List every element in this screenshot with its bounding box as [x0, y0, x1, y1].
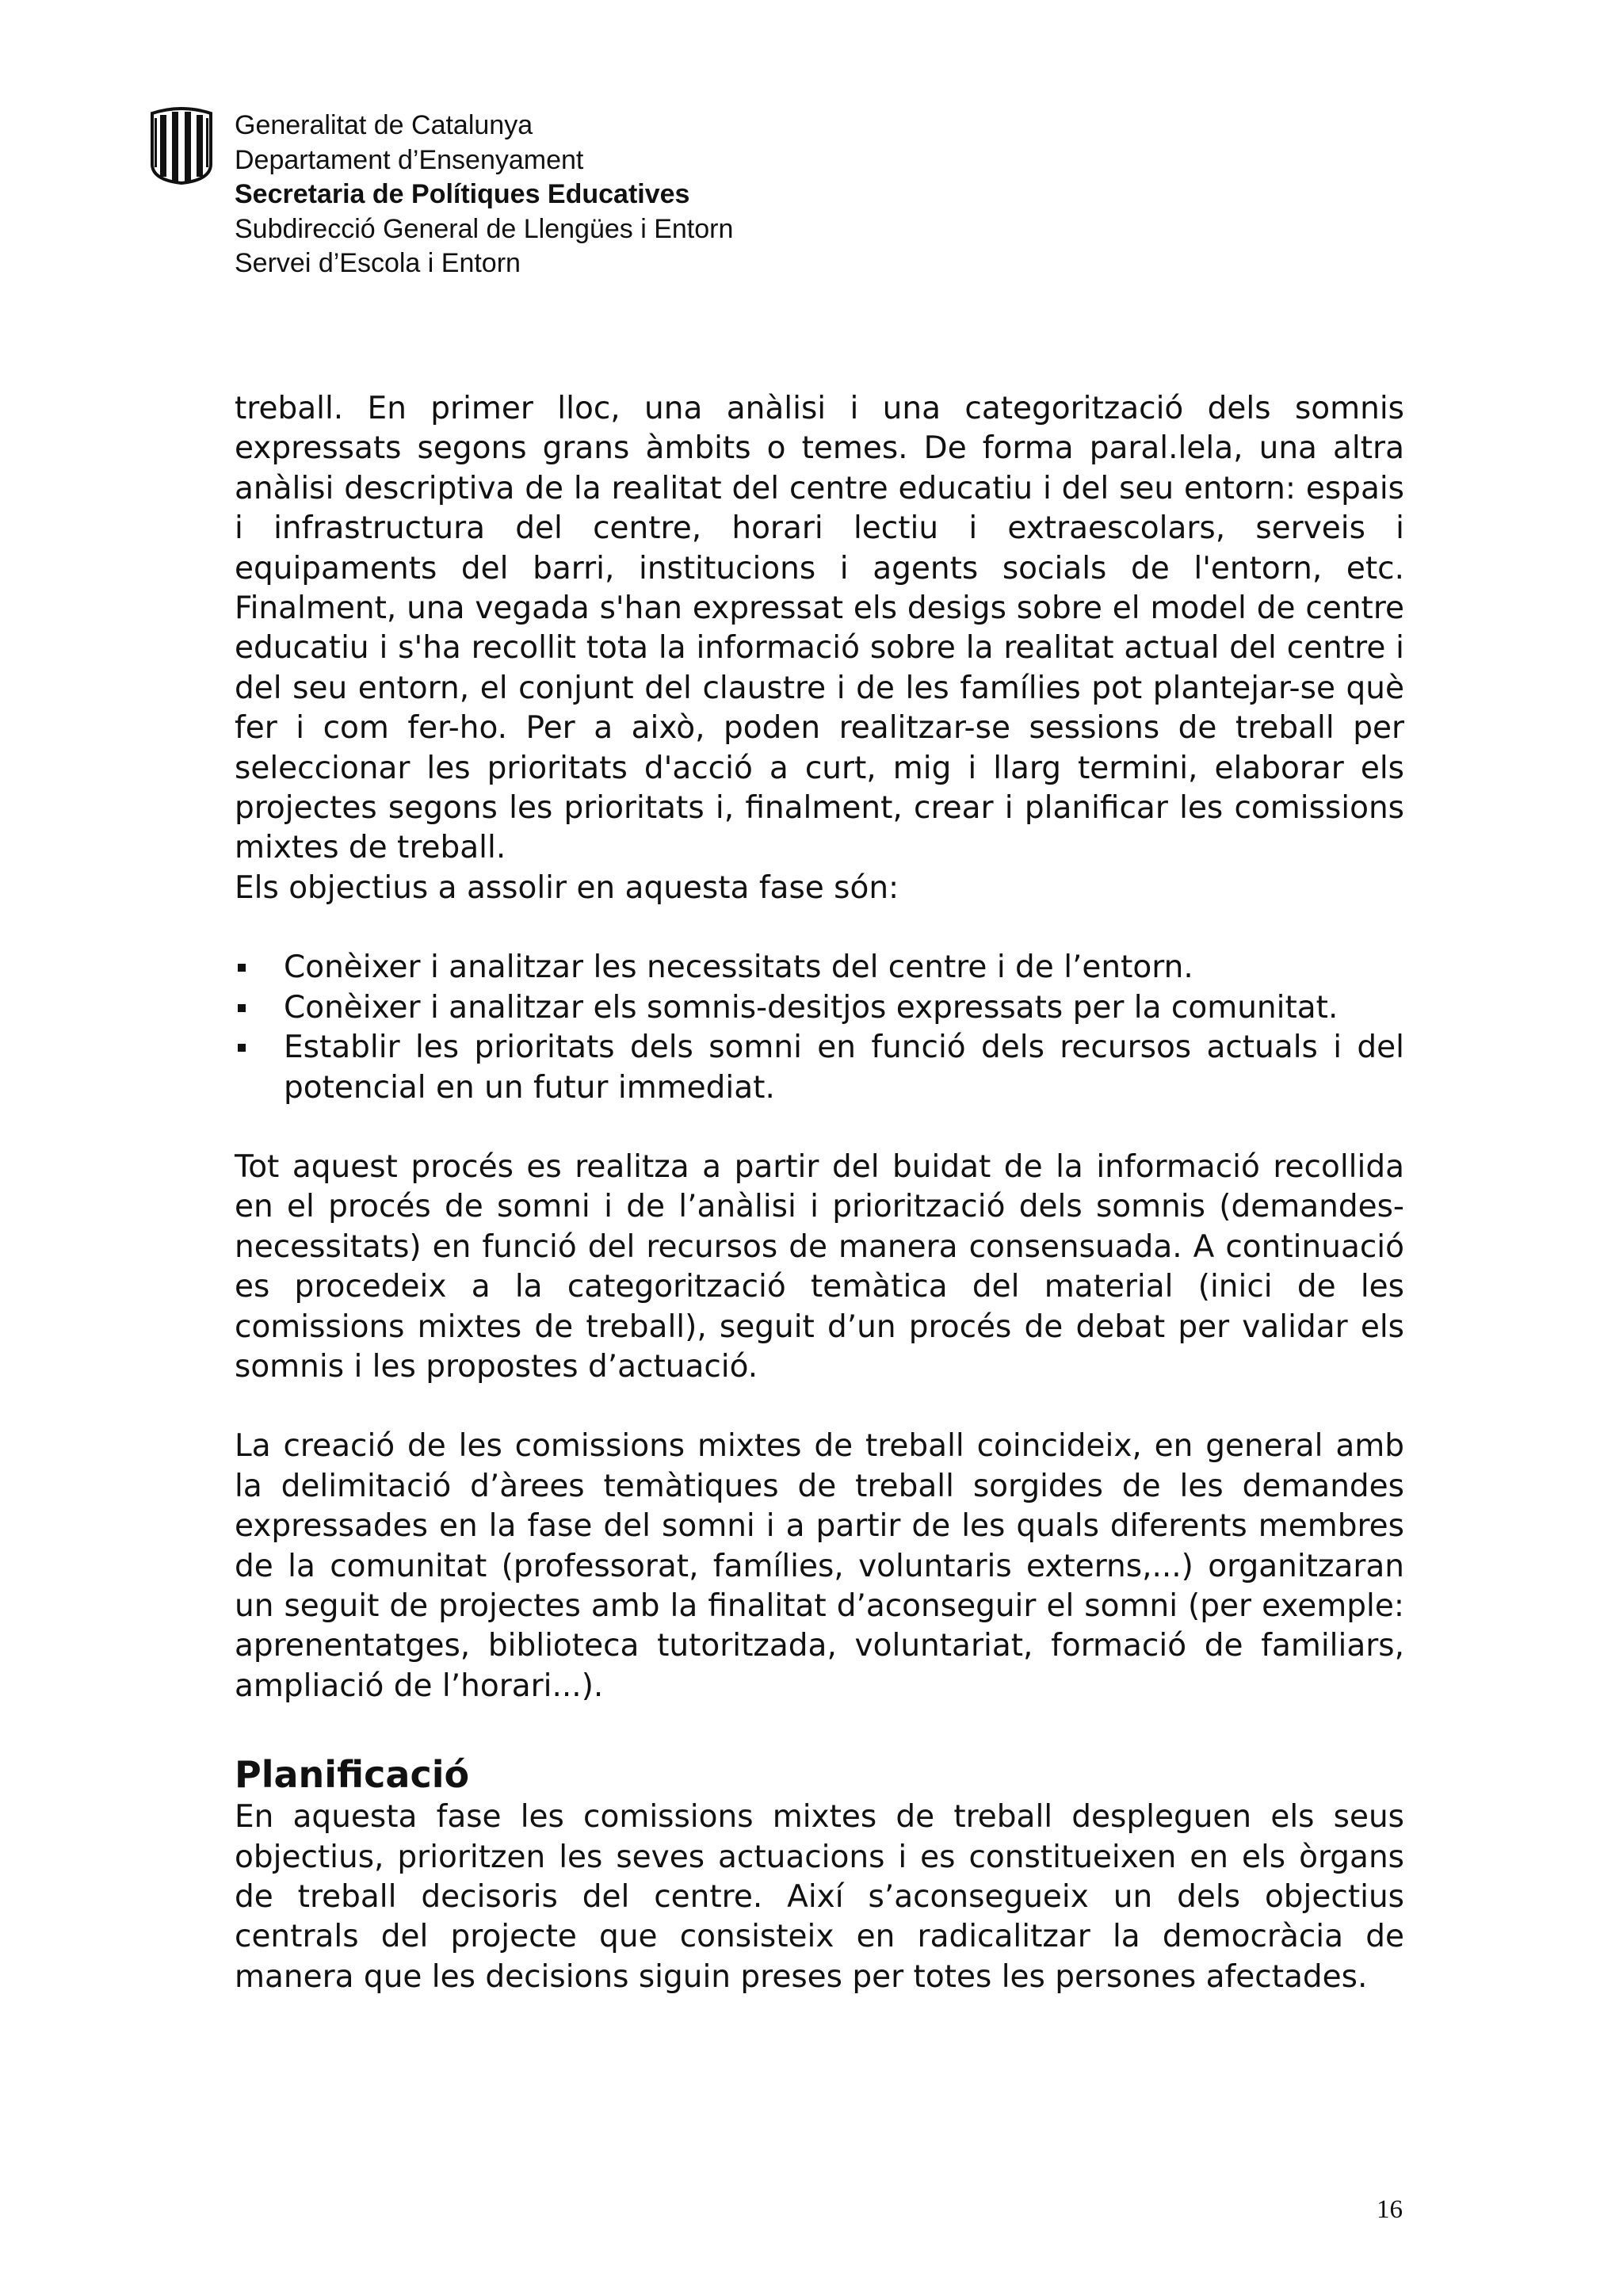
org-line-secretariat: Secretaria de Polítiques Educatives	[235, 179, 690, 209]
org-line-subdirectorate: Subdirecció General de Llengües i Entorn	[235, 213, 734, 244]
objectives-intro: Els objectius a assolir en aquesta fase són:	[235, 869, 899, 906]
org-line-service: Servei d’Escola i Entorn	[235, 248, 521, 278]
organization-name-block	[235, 109, 733, 281]
square-bullet-icon	[238, 1004, 246, 1012]
page-body	[235, 389, 1404, 1997]
paragraph-analysis: treball. En primer lloc, una anàlisi i una categorització dels somnis expressats segons grans àmbits o temes. De forma paral.lela, una altra anàlisi descriptiva de la realitat del centre educatiu i del seu entorn: espais i infrastructura del centre, horari lectiu i extraescolars, serveis i equipaments del barri, institucions i agents socials de l'entorn, etc. Finalment, una vegada s'han expressat els desigs sobre el model de centre educatiu i s'ha recollit tota la informació sobre la realitat actual del centre i del seu entorn, el conjunt del claustre i de les famílies pot plantejar-se què fer i com fer-ho. Per a això, poden realitzar-se sessions de treball per seleccionar les prioritats d'acció a curt, mig i llarg termini, elaborar els projectes segons les prioritats i, finalment, crear i planificar les comissions mixtes de treball.	[235, 391, 1404, 866]
paragraph-planning: En aquesta fase les comissions mixtes de treball despleguen els seus objectius, prioritzen les seves actuacions i es constitueixen en els òrgans de treball decisoris del centre. Així s’aconsegueix un dels objectius centrals del projecte que consisteix en radicalitzar la democràcia de manera que les decisions siguin preses per totes les persones afectades.	[235, 1799, 1404, 1995]
list-item	[235, 1028, 1404, 1108]
org-line-department: Departament d’Ensenyament	[235, 144, 584, 175]
objectives-list	[235, 948, 1404, 1108]
list-item	[235, 948, 1404, 988]
list-item	[235, 988, 1404, 1028]
page-number: 16	[1377, 2195, 1403, 2224]
square-bullet-icon	[238, 1044, 246, 1052]
square-bullet-icon	[238, 964, 246, 972]
paragraph-commissions: La creació de les comissions mixtes de treball coincideix, en general amb la delimitació d’àrees temàtiques de treball sorgides de les demandes expressades en la fase del somni i a partir de les quals diferents membres de la comunitat (professorat, famílies, voluntaris externs,...) organitzaran un seguit de projectes amb la finalitat d’aconseguir el somni (per exemple: aprenentatges, biblioteca tutoritzada, voluntariat, formació de familiars, ampliació de l’horari...).	[235, 1428, 1404, 1704]
section-heading-planificacio: Planificació	[235, 1753, 470, 1797]
list-item-text: Conèixer i analitzar les necessitats del centre i de l’entorn.	[284, 949, 1193, 986]
list-item-text: Conèixer i analitzar els somnis-desitjos expressats per la comunitat.	[284, 989, 1338, 1026]
list-item-text: Establir les prioritats dels somni en funció dels recursos actuals i del potencial en un futur immediat.	[284, 1030, 1404, 1106]
generalitat-four-bars-icon	[147, 107, 216, 185]
paragraph-process: Tot aquest procés es realitza a partir del buidat de la informació recollida en el procés de somni i de l’anàlisi i priorització dels somnis (demandes-necessitats) en funció del recursos de manera consensuada. A continuació es procedeix a la categorització temàtica del material (inici de les comissions mixtes de treball), seguit d’un procés de debat per validar els somnis i les propostes d’actuació.	[235, 1148, 1404, 1385]
letterhead	[147, 107, 940, 297]
org-line-government: Generalitat de Catalunya	[235, 110, 533, 140]
